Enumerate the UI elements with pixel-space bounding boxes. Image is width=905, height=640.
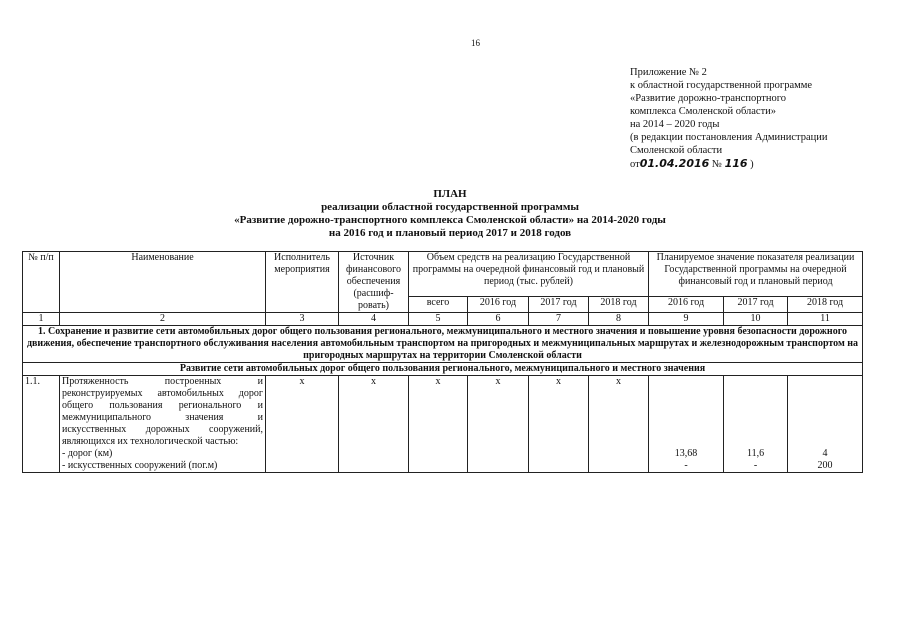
plan-table <box>22 251 863 473</box>
roads-value: 13,68 <box>674 448 698 459</box>
header-num: № п/п <box>23 252 60 313</box>
index-cell: 11 <box>788 313 863 326</box>
subsection-title: Развитие сети автомобильных дорог общего пользования регионального, межмуниципального и местного значения <box>23 363 863 376</box>
appendix-block <box>630 66 890 171</box>
index-row <box>23 313 863 326</box>
handwritten-number: 116 <box>724 157 748 170</box>
title-line-2: реализации областной государственной программы <box>321 201 579 213</box>
index-cell: 6 <box>468 313 529 326</box>
index-cell: 7 <box>529 313 589 326</box>
header-row <box>23 252 863 297</box>
title-line-3: «Развитие дорожно-транспортного комплекса Смоленской области» на 2014-2020 годы <box>234 214 666 226</box>
handwritten-date: 01.04.2016 <box>639 157 710 170</box>
roads-value: 11,6 <box>746 448 765 459</box>
appendix-line: (в редакции постановления Администрации <box>630 132 828 143</box>
indicator-2016 <box>649 376 724 473</box>
index-cell: 9 <box>649 313 724 326</box>
appendix-line: Смоленской области <box>630 145 723 156</box>
document-title <box>150 188 750 240</box>
from-label: от <box>630 159 640 170</box>
structures-value: - <box>753 460 758 471</box>
structures-value: 200 <box>817 460 833 471</box>
header-funds-2018: 2018 год <box>589 297 649 313</box>
indicator-2018 <box>788 376 863 473</box>
x-mark: х <box>409 376 468 473</box>
x-mark: х <box>339 376 409 473</box>
row-item-structures: - искусственных сооружений (пог.м) <box>62 460 218 471</box>
x-mark: х <box>266 376 339 473</box>
x-mark: х <box>589 376 649 473</box>
index-cell: 5 <box>409 313 468 326</box>
appendix-line: «Развитие дорожно-транспортного <box>630 93 787 104</box>
row-num: 1.1. <box>23 376 60 473</box>
header-funds-total: всего <box>409 297 468 313</box>
row-name <box>60 376 266 473</box>
indicator-2017 <box>724 376 788 473</box>
index-cell: 3 <box>266 313 339 326</box>
structures-value: - <box>684 460 688 471</box>
subsection-row <box>23 363 863 376</box>
closing-paren: ) <box>750 159 754 170</box>
appendix-date-line <box>630 157 890 171</box>
header-ind-2018: 2018 год <box>788 297 863 313</box>
appendix-line: комплекса Смоленской области» <box>630 106 777 117</box>
header-name: Наименование <box>60 252 266 313</box>
title-line-1: ПЛАН <box>433 188 467 200</box>
header-indicator: Планируемое значение показателя реализации Государственной программы на очередной финансовый год и плановый период <box>649 252 863 297</box>
header-executor: Исполнитель мероприятия <box>266 252 339 313</box>
index-cell: 1 <box>23 313 60 326</box>
header-ind-2016: 2016 год <box>649 297 724 313</box>
header-ind-2017: 2017 год <box>724 297 788 313</box>
table-row <box>23 376 863 473</box>
header-source: Источник финансового обеспечения (расшиф-ровать) <box>339 252 409 313</box>
number-label: № <box>711 159 722 170</box>
title-line-4: на 2016 год и плановый период 2017 и 2018 годов <box>328 227 572 239</box>
index-cell: 10 <box>724 313 788 326</box>
row-item-roads: - дорог (км) <box>62 448 113 459</box>
x-mark: х <box>468 376 529 473</box>
roads-value: 4 <box>822 448 828 459</box>
appendix-line: Приложение № 2 <box>630 67 707 78</box>
section-title: 1. Сохранение и развитие сети автомобильных дорог общего пользования регионального, межмуниципального и местного значения и повышение уровня безопасности дорожного движения, обеспечение транспортного обслуживания населения автомобильным транспортом на пригородных и межмуниципальных маршрутах и железнодорожным транспортом на пригородных маршрутах на территории Смоленской области <box>23 326 863 363</box>
x-mark: х <box>529 376 589 473</box>
header-funds-2016: 2016 год <box>468 297 529 313</box>
header-funds-2017: 2017 год <box>529 297 589 313</box>
section-row <box>23 326 863 363</box>
appendix-line: на 2014 – 2020 годы <box>630 119 720 130</box>
page-number: 16 <box>471 38 480 48</box>
index-cell: 4 <box>339 313 409 326</box>
appendix-line: к областной государственной программе <box>630 80 813 91</box>
header-funds: Объем средств на реализацию Государственной программы на очередной финансовый год и плановый период (тыс. рублей) <box>409 252 649 297</box>
index-cell: 2 <box>60 313 266 326</box>
index-cell: 8 <box>589 313 649 326</box>
row-name-text: Протяженность построенных и реконструируемых автомобильных дорог общего пользования регионального и межмуниципального значения и искусственных дорожных сооружений, являющихся их технологической частью: <box>62 376 263 447</box>
